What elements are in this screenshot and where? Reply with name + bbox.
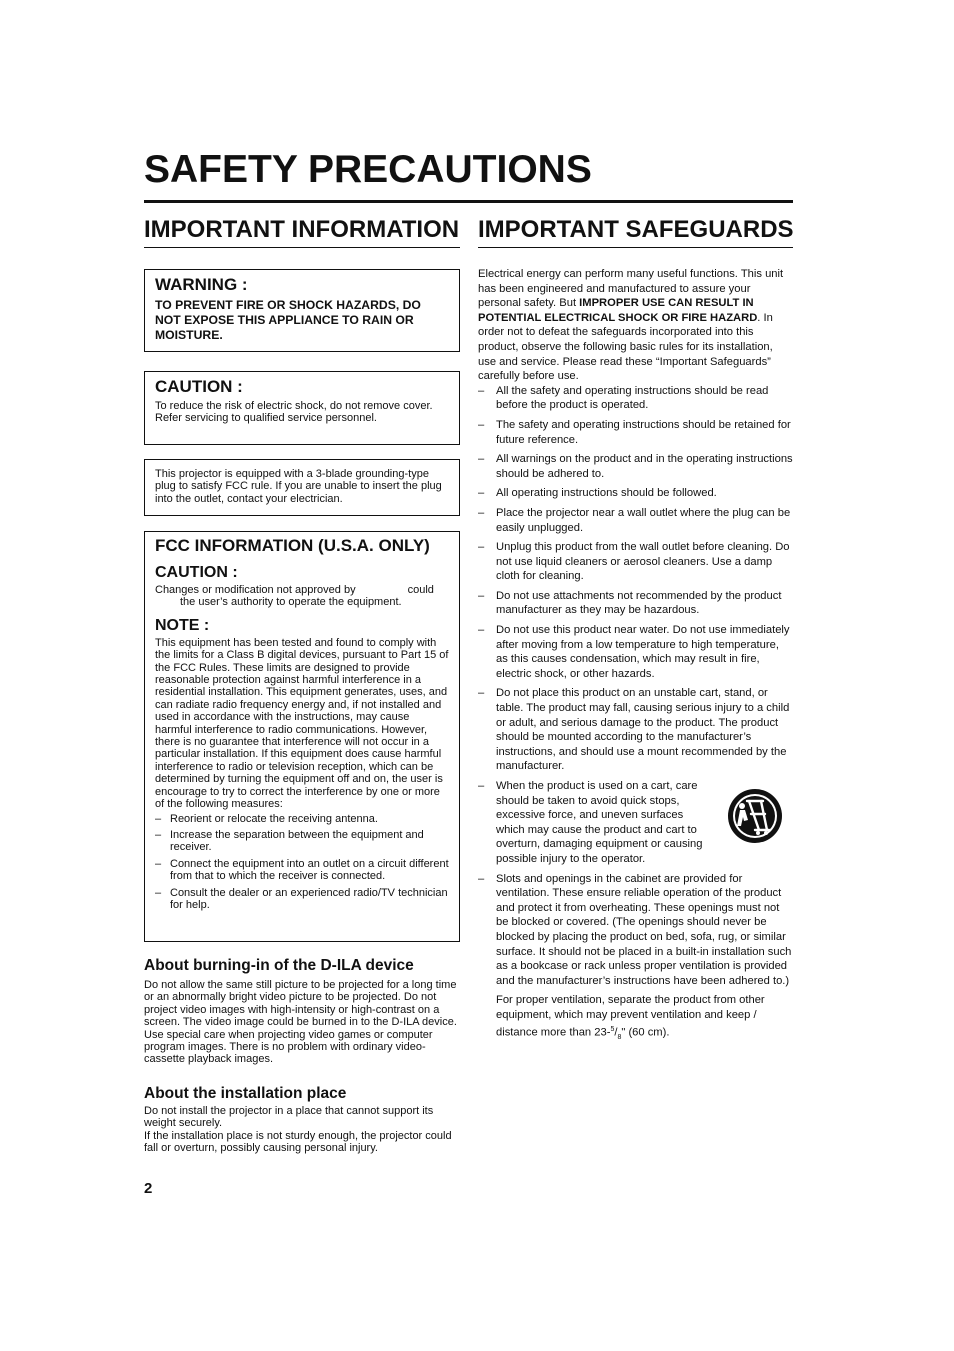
burning-text-1: Do not allow the same still picture to be projected for a long time or an abnormally bright video picture to be projected. Do not project video images with high-intensity or high-contrast on a screen. The video image could be burned in to the D-ILA device. (144, 979, 457, 1029)
page-number: 2 (144, 1180, 153, 1197)
safeguards-intro-bold: IMPROPER USE CAN RESULT IN POTENTIAL ELECTRICAL SHOCK OR FIRE HAZARD (478, 297, 758, 324)
list-item: – When the product is used on a cart, care should be taken to avoid quick stops, excessive force, and uneven surfaces which may cause the product and cart to overturn, damaging equipment or causing possible injury to the operator. (478, 779, 793, 867)
fcc-note-title: NOTE : (155, 616, 210, 634)
installation-text-1: Do not install the projector in a place that cannot support its weight securely. (144, 1105, 434, 1130)
burning-section (144, 957, 460, 1066)
installation-title: About the installation place (144, 1085, 347, 1102)
list-item: – All operating instructions should be followed. (478, 486, 793, 501)
page-title: SAFETY PRECAUTIONS (144, 148, 592, 191)
list-item: – Do not use attachments not recommended by the product manufacturer as they may be hazardous. (478, 589, 793, 618)
fraction-denominator: 8 (617, 1033, 622, 1041)
fcc-box (144, 531, 460, 942)
fraction-numerator: 5 (610, 1025, 615, 1033)
title-rule (144, 200, 793, 203)
ventilation-text-a: For proper ventilation, separate the product from other equipment, which may prevent ventilation and keep / distance more than 23- (496, 994, 765, 1039)
warning-text: TO PREVENT FIRE OR SHOCK HAZARDS, DO NOT EXPOSE THIS APPLIANCE TO RAIN OR MOISTURE. (155, 298, 421, 342)
list-item: – Do not place this product on an unstable cart, stand, or table. The product may fall, causing serious injury to a child or adult, and serious damage to the product. The product should be mounted according to the manufacturer’s instructions, and should use a mount recommended by the manufacturer. (478, 686, 793, 774)
list-item: – All warnings on the product and in the operating instructions should be adhered to. (478, 452, 793, 481)
warning-title: WARNING : (155, 275, 248, 294)
list-item: – Slots and openings in the cabinet are provided for ventilation. These ensure reliable operation of the product and protect it from overheating. These openings must not be blocked or covered. (The openings should never be blocked by placing the product on bed, sofa, rug, or similar surface. It should not be placed in a built-in installation such as a bookcase or rack unless proper ventilation is provided and the manufacturer’s instructions have been adhered to.) (478, 872, 793, 989)
list-item: – Unplug this product from the wall outlet before cleaning. Do not use liquid cleaners or aerosol cleaners. Use a damp cloth for cleaning. (478, 540, 793, 584)
important-information-column (144, 213, 460, 1155)
fcc-caution-title: CAUTION : (155, 564, 238, 581)
ventilation-text: For proper ventilation, separate the product from other equipment, which may prevent ventilation and keep / distance more than $23-^5/_8$" (60 cm). (496, 994, 765, 1041)
safeguards-list (478, 384, 793, 989)
fcc-caution-text-c: the user’s authority to operate the equipment. (180, 596, 402, 609)
warning-box (144, 269, 460, 352)
grounding-text: This projector is equipped with a 3-blade grounding-type plug to satisfy FCC rule. If you are unable to insert the plug into the outlet, contact your electrician. (155, 468, 442, 505)
list-item: – Place the projector near a wall outlet where the plug can be easily unplugged. (478, 506, 793, 535)
installation-section (144, 1085, 460, 1155)
important-safeguards-column (478, 213, 793, 1045)
list-item: – The safety and operating instructions should be retained for future reference. (478, 418, 793, 447)
fcc-caution-text (155, 584, 449, 609)
important-safeguards-heading: IMPORTANT SAFEGUARDS (478, 213, 793, 248)
ventilation-text-b: " (60 cm). (621, 1026, 670, 1039)
fcc-title: FCC INFORMATION (U.S.A. ONLY) (155, 536, 430, 555)
burning-title: About burning-in of the D-ILA device (144, 957, 414, 974)
installation-text-2: If the installation place is not sturdy enough, the projector could fall or overturn, possibly causing personal injury. (144, 1129, 452, 1155)
safeguards-intro-a: Electrical energy can perform many useful functions. This unit has been engineered and manufactured to assure your personal safety. But (478, 268, 784, 310)
caution-title: CAUTION : (155, 377, 243, 396)
caution-line-2: Refer servicing to qualified service personnel. (155, 412, 377, 425)
cart-warning-icon (725, 786, 785, 846)
fcc-note-text: This equipment has been tested and found to comply with the limits for a Class B digital devices, pursuant to Part 15 of the FCC Rules. These limits are designed to provide reasonable protection against harmful interference in a residential installation. This equipment generates, uses, and can radiate radio frequency energy and, if not installed and used in accordance with the instructions, may cause harmful interference to radio communications. However, there is no guarantee that interference will not occur in a particular installation. If this equipment does cause harmful interference to radio or television reception, which can be determined by turning the equipment off and on, the user is encourage to try to correct the interference by one or more of the following measures: (155, 636, 449, 811)
important-information-heading: IMPORTANT INFORMATION (144, 213, 460, 248)
fcc-caution-text-b: could (407, 584, 434, 596)
grounding-box (144, 459, 460, 516)
list-item: – Increase the separation between the equipment and receiver. (155, 829, 449, 854)
safeguards-intro (478, 267, 793, 384)
burning-text-2: Use special care when projecting video games or computer program images. There is no problem with ordinary video-cassette playback images. (144, 1028, 433, 1066)
fcc-measures-list (155, 813, 449, 912)
caution-line-1: To reduce the risk of electric shock, do not remove cover. (155, 400, 433, 412)
list-item: – Do not use this product near water. Do not use immediately after moving from a low temperature to high temperature, as this causes condensation, which may result in fire, electric shock, or other hazards. (478, 623, 793, 681)
caution-box (144, 371, 460, 445)
list-item: – All the safety and operating instructions should be read before the product is operated. (478, 384, 793, 413)
list-item: – Consult the dealer or an experienced radio/TV technician for help. (155, 887, 449, 912)
list-item: – Reorient or relocate the receiving antenna. (155, 813, 449, 825)
fcc-caution-text-a: Changes or modification not approved by (155, 584, 356, 596)
safeguards-intro-b: . In order not to defeat the safeguards incorporated into this product, observe the following basic rules for its installation, use and service. Please read these “Important Safeguards” carefully before use. (478, 311, 773, 383)
list-item: – Connect the equipment into an outlet on a circuit different from that to which the receiver is connected. (155, 858, 449, 883)
